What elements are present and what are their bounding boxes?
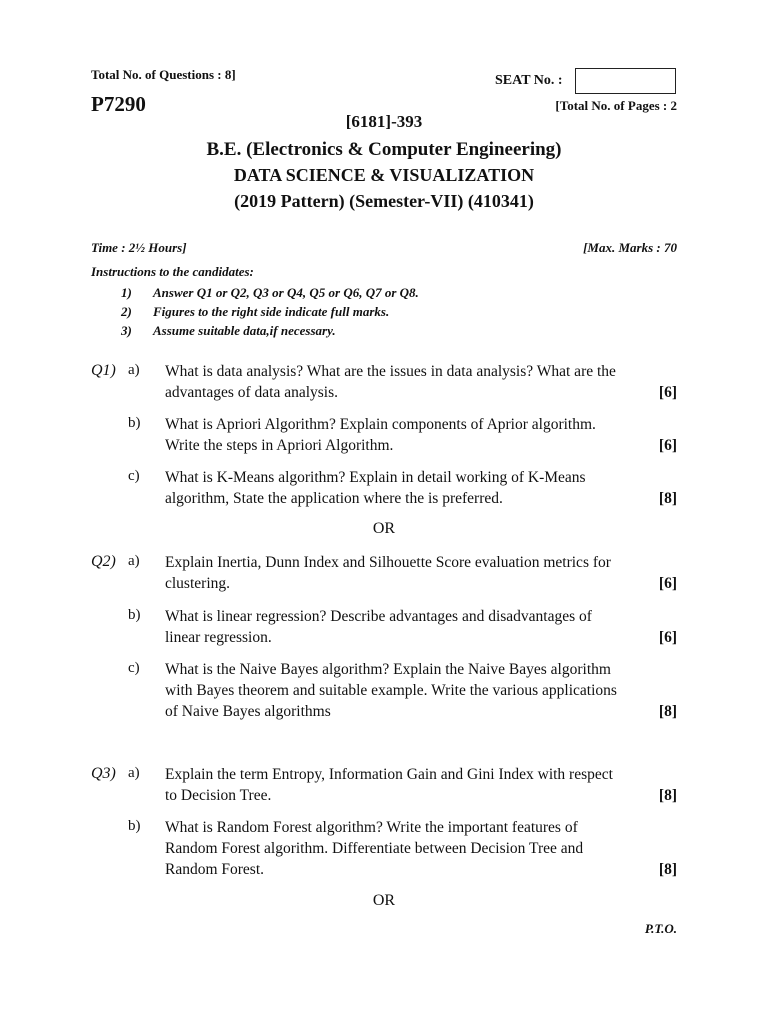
question-text	[165, 659, 677, 722]
exam-code: [6181]-393	[345, 112, 423, 131]
seat-number-label: SEAT No. :	[495, 73, 563, 88]
question-number: Q2)	[91, 553, 116, 570]
exam-time: Time : 2½ Hours]	[91, 240, 187, 255]
question-line: of Naive Bayes algorithms	[165, 703, 331, 720]
course-title: B.E. (Electronics & Computer Engineering)	[206, 139, 562, 160]
question-line: to Decision Tree.	[165, 787, 272, 804]
marks-label: [6]	[658, 384, 677, 401]
question-line: Explain Inertia, Dunn Index and Silhouette Score evaluation metrics for	[165, 554, 611, 571]
instruction-item	[121, 304, 389, 320]
subpart-label: a)	[128, 362, 140, 378]
question-line: Random Forest.	[165, 861, 265, 878]
marks-label: [6]	[658, 575, 677, 592]
instruction-text: Assume suitable data,if necessary.	[153, 323, 336, 338]
instruction-item	[121, 323, 336, 339]
subpart-label: c)	[128, 468, 140, 484]
total-pages: [Total No. of Pages : 2	[555, 98, 677, 113]
question-line: What is data analysis? What are the issues in data analysis? What are the	[165, 363, 616, 380]
instruction-text: Figures to the right side indicate full marks.	[153, 304, 390, 319]
question-text	[165, 361, 677, 403]
question-line: Random Forest algorithm. Differentiate between Decision Tree and	[165, 840, 584, 857]
question-line: linear regression.	[165, 629, 272, 646]
subpart-label: b)	[128, 415, 141, 431]
marks-label: [6]	[658, 437, 677, 454]
subpart-label: b)	[128, 607, 141, 623]
question-text	[165, 552, 677, 594]
question-line: Write the steps in Apriori Algorithm.	[165, 437, 394, 454]
instruction-number: 1)	[121, 285, 132, 300]
paper-code: P7290	[91, 92, 146, 116]
subpart-label: b)	[128, 818, 141, 834]
marks-label: [8]	[658, 787, 677, 804]
question-number: Q3)	[91, 765, 116, 782]
subpart-label: a)	[128, 765, 140, 781]
question-text	[165, 764, 677, 806]
subject-title: DATA SCIENCE & VISUALIZATION	[233, 165, 535, 185]
pattern-semester: (2019 Pattern) (Semester-VII) (410341)	[234, 191, 534, 211]
or-separator: OR	[372, 520, 396, 537]
question-line: with Bayes theorem and suitable example. Write the various applications	[165, 682, 617, 699]
question-line: What is K-Means algorithm? Explain in detail working of K-Means	[165, 469, 586, 486]
marks-label: [8]	[658, 490, 677, 507]
question-line: What is the Naive Bayes algorithm? Explain the Naive Bayes algorithm	[165, 661, 611, 678]
marks-label: [8]	[658, 703, 677, 720]
instruction-text: Answer Q1 or Q2, Q3 or Q4, Q5 or Q6, Q7 or Q8.	[153, 285, 419, 300]
question-line: advantages of data analysis.	[165, 384, 339, 401]
max-marks: [Max. Marks : 70	[583, 240, 677, 255]
question-line: What is Random Forest algorithm? Write the important features of	[165, 819, 578, 836]
marks-label: [6]	[658, 629, 677, 646]
question-line: clustering.	[165, 575, 230, 592]
question-number: Q1)	[91, 362, 116, 379]
please-turn-over: P.T.O.	[644, 921, 677, 936]
instruction-item	[121, 285, 419, 301]
instructions-heading: Instructions to the candidates:	[91, 264, 254, 279]
total-questions: Total No. of Questions : 8]	[91, 67, 236, 82]
question-text	[165, 467, 677, 509]
instruction-number: 2)	[121, 304, 132, 319]
question-line: algorithm, State the application where the is preferred.	[165, 490, 503, 507]
question-text	[165, 414, 677, 456]
marks-label: [8]	[658, 861, 677, 878]
question-line: Explain the term Entropy, Information Gain and Gini Index with respect	[165, 766, 613, 783]
question-text	[165, 817, 677, 880]
question-text	[165, 606, 677, 648]
instruction-number: 3)	[121, 323, 132, 338]
or-separator: OR	[372, 892, 396, 909]
seat-number-box	[575, 68, 676, 94]
subpart-label: c)	[128, 660, 140, 676]
subpart-label: a)	[128, 553, 140, 569]
question-line: What is linear regression? Describe advantages and disadvantages of	[165, 608, 592, 625]
question-line: What is Apriori Algorithm? Explain components of Aprior algorithm.	[165, 416, 596, 433]
